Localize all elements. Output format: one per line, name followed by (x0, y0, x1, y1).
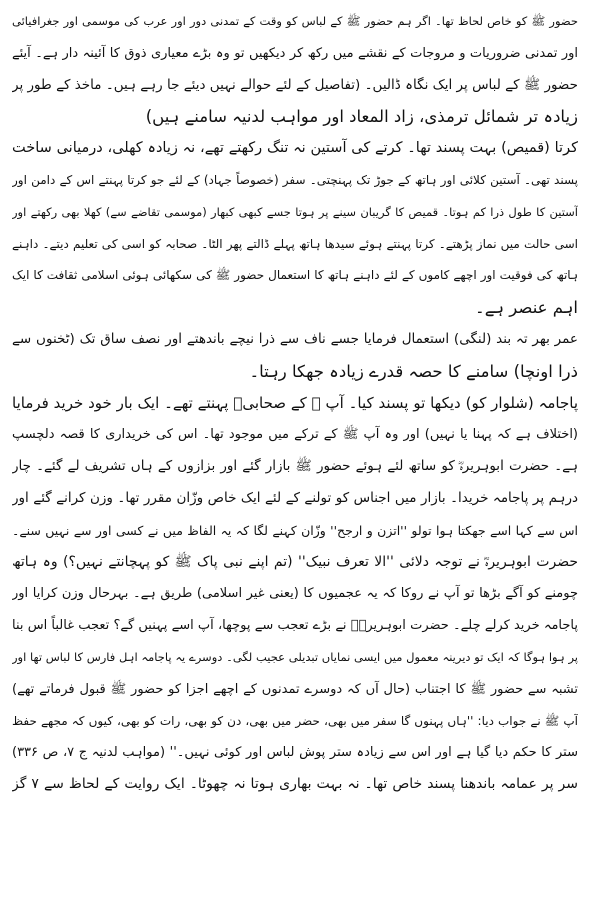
text-line: سر پر عمامہ باندھنا پسند خاص تھا۔ نہ بہت بھاری ہوتا نہ چھوٹا۔ ایک روایت کے لحاظ سے ۷ گز (12, 776, 578, 793)
text-line: چومنے کو آگے بڑھا تو آپ نے روکا کہ یہ عجمیوں کا (یعنی غیر اسلامی) طریق ہے۔ بہرحال وزن کرایا اور (12, 586, 578, 602)
text-line: پر ہوا ہوگا کہ ایک تو دیرینہ معمول میں ایسی نمایاں تبدیلی عجیب لگی۔ دوسرے یہ پاجامہ اہل فارس کا لباس تھا اور (12, 649, 578, 664)
text-line: پاجامہ (شلوار کو) دیکھا تو پسند کیا۔ آپ ﷺ کے صحابیؓ پہنتے تھے۔ ایک بار خود خرید فرمایا (12, 393, 578, 412)
text-line: آپ ﷺ نے جواب دیا: ''ہاں پہنوں گا سفر میں بھی، حضر میں بھی، دن کو بھی، رات کو بھی، کیوں کہ مجھے حفظ (12, 713, 578, 728)
text-line: ذرا اونچا) سامنے کا حصہ قدرے زیادہ جھکا رہتا۔ (249, 361, 578, 381)
text-line: درہم پر پاجامہ خریدا۔ بازار میں اجناس کو تولنے کے لئے ایک خاص وزّان مقرر تھا۔ وزن کرانے گئے اور (12, 489, 578, 506)
text-line: اس سے کہا اسے جھکتا ہوا تولو ''اتزن و ارجح'' وزّان کہنے لگا کہ یہ الفاظ میں نے کسی اور سے نہیں سنے۔ (12, 522, 578, 538)
text-line: اسی حالت میں نماز پڑھتے۔ کرتا پہنتے ہوئے سیدھا ہاتھ پہلے ڈالتے پھر الٹا۔ صحابہ کو اسی کی تعلیم دیتے۔ داہنے (12, 236, 578, 251)
text-line: حضرت ابوہریرہؓ نے توجہ دلائی ''الا تعرف نبیک'' (تم اپنے نبی پاک ﷺ کو پہچانتے نہیں؟) وہ ہاتھ (12, 553, 578, 570)
text-line: پاجامہ خرید کرلے چلے۔ حضرت ابوہریرہؓ نے بڑے تعجب سے پوچھا، آپ اسے پہنیں گے؟ تعجب غالباً اس بنا (12, 618, 578, 634)
text-line: زیادہ تر شمائل ترمذی، زاد المعاد اور مواہب لدنیہ سامنے ہیں) (145, 107, 578, 127)
text-line: عمر بھر تہ بند (لنگی) استعمال فرمایا جسے ناف سے ذرا نیچے باندھتے اور نصف ساق تک (ٹخنوں سے (12, 330, 578, 347)
text-line: تشبہ سے حضور ﷺ کا اجتناب (حال آں کہ دوسرے تمدنوں کے اچھے اجزا کو حضور ﷺ قبول فرماتے تھے) (12, 681, 578, 697)
text-line: آستین کا طول ذرا کم ہوتا۔ قمیص کا گریبان سینے پر ہوتا جسے کبھی کبھار (موسمی تقاضے سے) کھلا بھی رکھتے اور (12, 204, 578, 219)
text-line: اہم عنصر ہے۔ (475, 298, 578, 318)
text-line: (اختلاف ہے کہ پہنا یا نہیں) اور وہ آپ ﷺ کے ترکے میں موجود تھا۔ اس کی خریداری کا قصہ دلچسپ (12, 427, 578, 443)
text-line: ستر کا حکم دیا گیا ہے اور اس سے زیادہ ستر پوش لباس اور کوئی نہیں۔'' (169, 745, 578, 761)
text-line: ہے۔ حضرت ابوہریرہؓ کو ساتھ لئے ہوئے حضور ﷺ بازار گئے اور بزازوں کے ہاں تشریف لے گئے۔ چار (12, 458, 578, 475)
text-line: اور تمدنی ضروریات و مروجات کے نقشے میں رکھ کر دیکھیں تو وہ بڑے معیاری ذوق کا آئینہ دار ہے۔ آیئے (12, 45, 578, 61)
text-line: حضور ﷺ کے لباس پر ایک نگاہ ڈالیں۔ (تفاصیل کے لئے حوالے نہیں دیئے جا رہے ہیں۔ ماخذ کے طور پر (12, 76, 578, 93)
text-line: حضور ﷺ کو خاص لحاظ تھا۔ اگر ہم حضور ﷺ کے لباس کو وقت کے تمدنی دور اور عرب کی موسمی اور جغرافیائی (12, 14, 578, 28)
text-body (12, 6, 578, 801)
text-line: ہاتھ کی فوقیت اور اچھے کاموں کے لئے داہنے ہاتھ کا استعمال حضور ﷺ کی سکھائی ہوئی اسلامی ثقافت کا ایک (12, 268, 578, 283)
text-line: کرتا (قمیص) بہت پسند تھا۔ کرتے کی آستین نہ تنگ رکھتے تھے، نہ زیادہ کھلی، درمیانی ساخت (12, 140, 578, 157)
text-line: پسند تھی۔ آستین کلائی اور ہاتھ کے جوڑ تک پہنچتی۔ سفر (خصوصاً جہاد) کے لئے جو کرتا پہنتے اس کے دامن اور (12, 172, 578, 187)
text-line-with-reference (12, 737, 578, 769)
source-reference: (مواہب لدنیہ ج ۷، ص ۳۳۶) (12, 745, 166, 761)
